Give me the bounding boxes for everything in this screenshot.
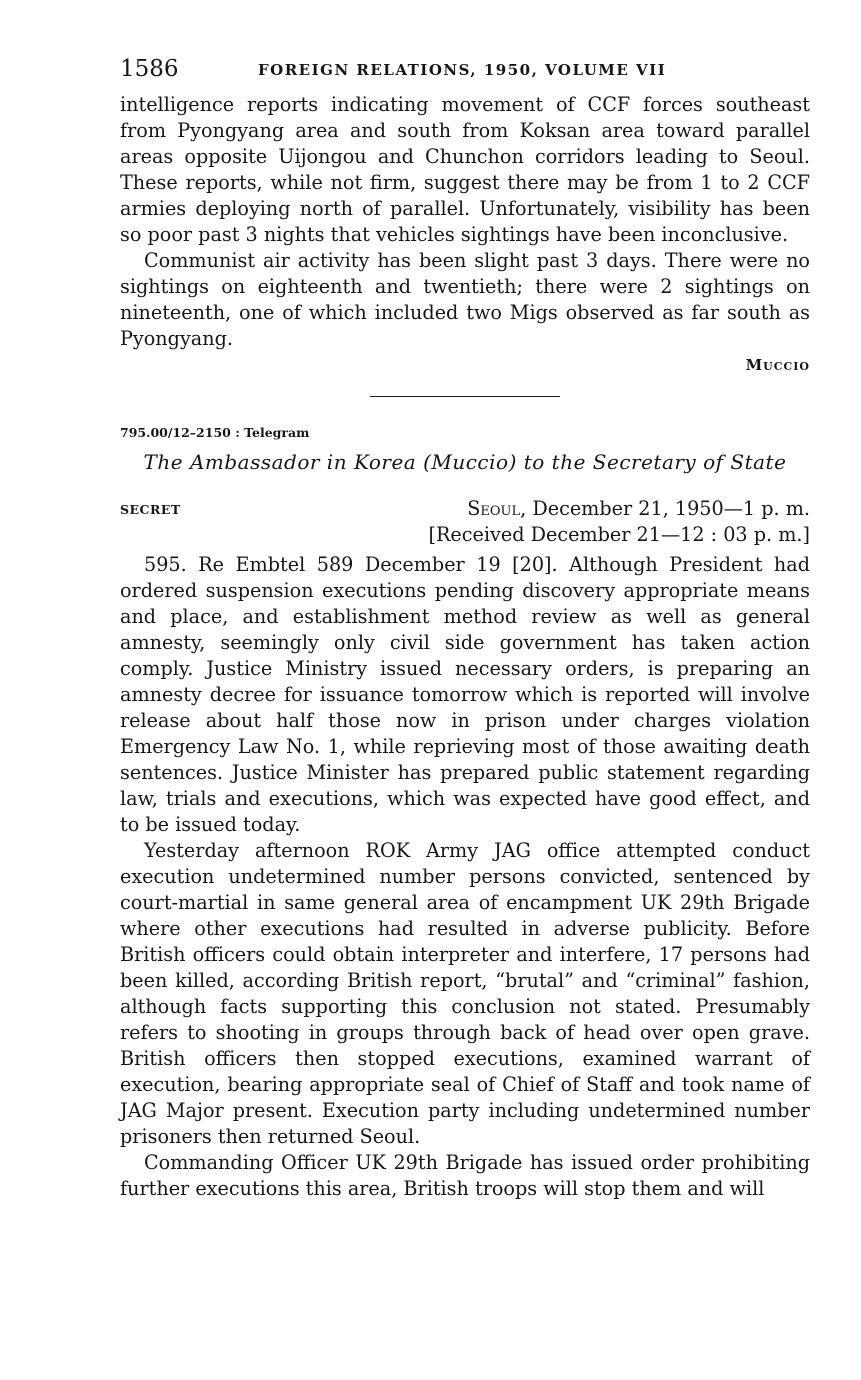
place-name: Seoul, [467, 497, 527, 520]
running-title: FOREIGN RELATIONS, 1950, VOLUME VII [258, 61, 667, 79]
date-sent-line [428, 496, 810, 522]
body-paragraph: 595. Re Embtel 589 December 19 [20]. Although President had ordered suspension executions pending discovery appropriate means and place, and establishment method review as well as general amnesty, seemingly only civil side government has taken action comply. Justice Ministry issued necessary orders, is preparing an amnesty decree for issuance tomorrow which is reported will involve release about half those now in prison under charges violation Emergency Law No. 1, while reprieving most of those awaiting death sentences. Justice Minister has prepared public statement regarding law, trials and executions, which was expected have good effect, and to be issued today. [120, 553, 810, 836]
classification-label: SECRET [120, 502, 181, 517]
date-received: [Received December 21—12 : 03 p. m.] [428, 523, 810, 546]
document-page [120, 56, 810, 1202]
section-divider [370, 396, 560, 397]
dateline [120, 496, 810, 550]
file-reference: 795.00/12–2150 : Telegram [120, 425, 310, 440]
continued-paragraph: intelligence reports indicating movement of CCF forces southeast from Pyongyang area and south from Koksan area toward parallel areas opposite Uijongou and Chunchon corridors leading to Seoul. These reports, while not firm, suggest there may be from 1 to 2 CCF armies deploying north of parallel. Unfortunately, visibility has been so poor past 3 nights that vehicles sightings have been inconclusive. [120, 93, 810, 246]
document-heading: The Ambassador in Korea (Muccio) to the Secretary of State [143, 450, 787, 474]
signature: Muccio [745, 356, 810, 374]
date-sent: December 21, 1950—1 p. m. [526, 497, 810, 520]
page-number: 1586 [120, 56, 179, 82]
body-paragraph: Communist air activity has been slight past 3 days. There were no sightings on eighteenth and twentieth; there were 2 sightings on nineteenth, one of which included two Migs observed as far south as Pyongyang. [120, 249, 810, 350]
body-paragraph: Yesterday afternoon ROK Army JAG office attempted conduct execution undetermined number persons convicted, sentenced by court-martial in same general area of encampment UK 29th Brigade where other executions had resulted in adverse publicity. Before British officers could obtain interpreter and interfere, 17 persons had been killed, according British report, “brutal” and “criminal” fashion, although facts supporting this conclusion not stated. Presumably refers to shooting in groups through back of head over open grave. British officers then stopped executions, examined warrant of execution, bearing appropriate seal of Chief of Staff and took name of JAG Major present. Execution party including undetermined number prisoners then returned Seoul. [120, 839, 810, 1148]
page-header [120, 56, 810, 92]
body-paragraph: Commanding Officer UK 29th Brigade has issued order prohibiting further executions this area, British troops will stop them and will [120, 1151, 810, 1200]
date-block [428, 496, 810, 548]
